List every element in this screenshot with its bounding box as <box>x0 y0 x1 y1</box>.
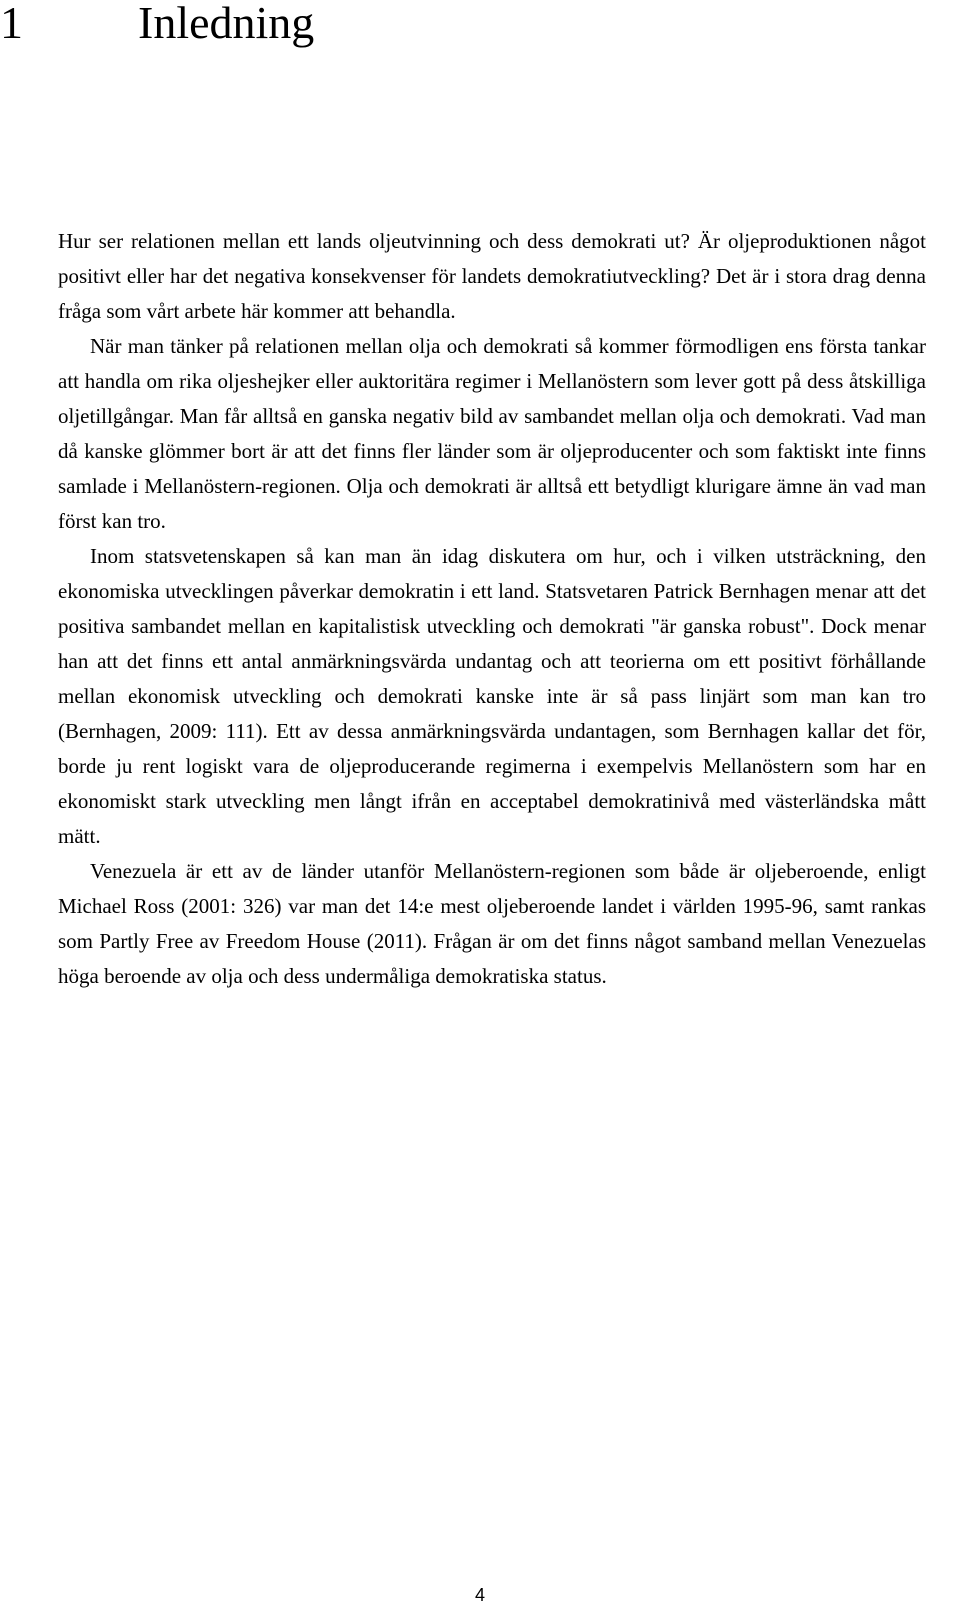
paragraph-oil-and-democracy: När man tänker på relationen mellan olja och demokrati så kommer förmodligen ens första tankar att handla om rika oljeshejker eller auktoritära regimer i Mellanöstern som lever gott på dess åtskilliga oljetillgångar. Man får alltså en ganska negativ bild av sambandet mellan olja och demokrati. Vad man då kanske glömmer bort är att det finns fler länder som är oljeproducenter och som faktiskt inte finns samlade i Mellanöstern-regionen. Olja och demokrati är alltså ett betydligt klurigare ämne än vad man först kan tro. <box>58 334 926 533</box>
paragraph-political-science: Inom statsvetenskapen så kan man än idag diskutera om hur, och i vilken utsträckning, den ekonomiska utvecklingen påverkar demokratin i ett land. Statsvetaren Patrick Bernhagen menar att det positiva sambandet mellan en kapitalistisk utveckling och demokrati "är ganska robust". Dock menar han att det finns ett antal anmärkningsvärda undantag och att teorierna om ett positivt förhållande mellan ekonomisk utveckling och demokrati kanske inte är så pass linjärt som man kan tro (Bernhagen, 2009: 111). Ett av dessa anmärkningsvärda undantagen, som Bernhagen kallar det för, borde ju rent logiskt vara de oljeproducerande regimerna i exempelvis Mellanöstern som har en ekonomiskt stark utveckling men långt ifrån en acceptabel demokratinivå med västerländska mått mätt. <box>58 544 926 848</box>
chapter-number: 1 <box>0 0 23 48</box>
chapter-body <box>58 224 926 994</box>
chapter-title: Inledning <box>138 0 315 48</box>
paragraph-intro: Hur ser relationen mellan ett lands oljeutvinning och dess demokrati ut? Är oljeproduktionen något positivt eller har det negativa konsekvenser för landets demokratiutveckling? Det är i stora drag denna fråga som vårt arbete här kommer att behandla. <box>58 229 926 323</box>
paragraph-venezuela: Venezuela är ett av de länder utanför Mellanöstern-regionen som både är oljeberoende, enligt Michael Ross (2001: 326) var man det 14:e mest oljeberoende landet i världen 1995-96, samt rankas som Partly Free av Freedom House (2011). Frågan är om det finns något samband mellan Venezuelas höga beroende av olja och dess undermåliga demokratiska status. <box>58 859 926 988</box>
page-number: 4 <box>474 1585 485 1605</box>
